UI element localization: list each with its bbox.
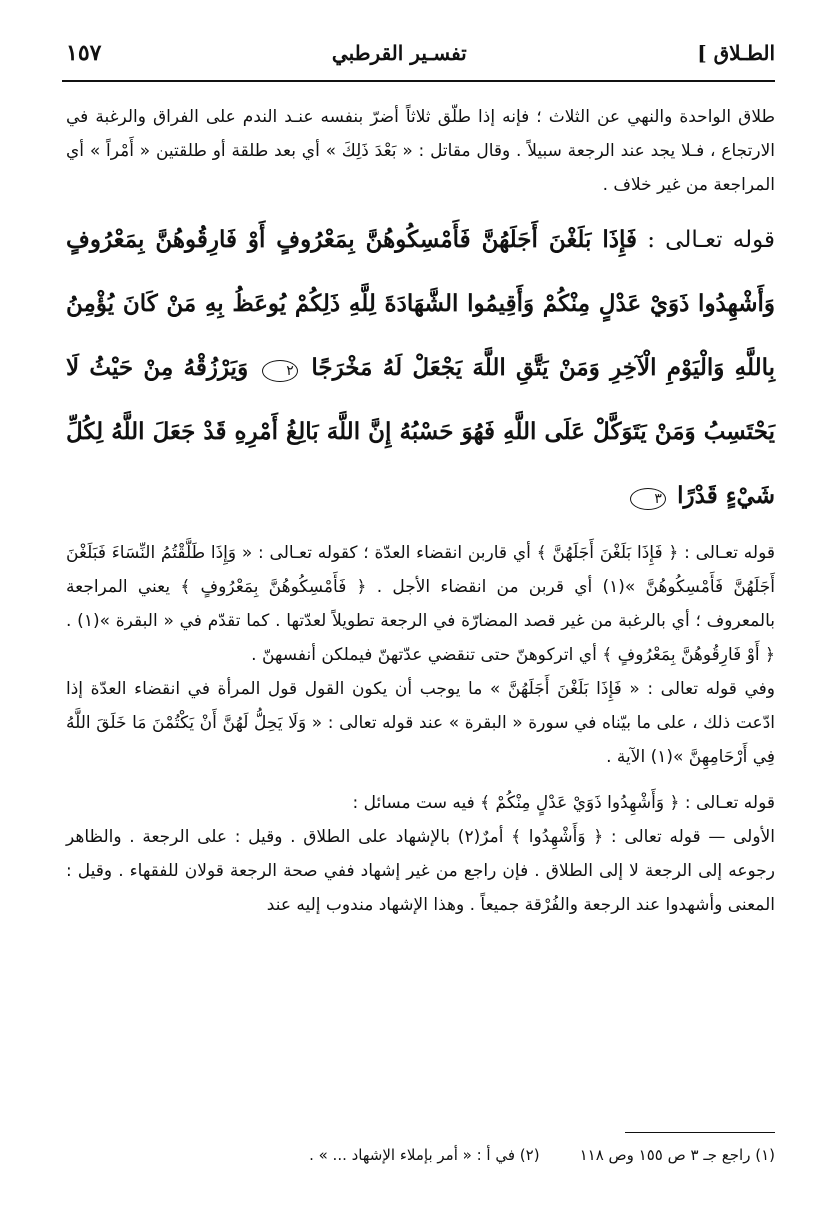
footnotes <box>66 1146 775 1164</box>
verse-number-marker-2: ٢ <box>262 360 298 382</box>
quran-verse-block <box>66 208 775 528</box>
paragraph-1: طلاق الواحدة والنهي عن الثلاث ؛ فإنه إذا طلّق ثلاثاً أضرّ بنفسه عنـد الندم على الفراق والرغبة في الارتجاع ، فـلا يجد عند الرجعة سبيلاً . وقال مقاتل : « بَعْدَ ذَلِكَ » أي بعد طلقة أو طلقتين « أَمْراً » أي المراجعة من غير خلاف . <box>66 107 775 195</box>
verse-text: فَإِذَا بَلَغْنَ أَجَلَهُنَّ فَأَمْسِكُوهُنَّ بِمَعْرُوفٍ أَوْ فَارِقُوهُنَّ بِمَعْرُوفٍ وَأَشْهِدُوا ذَوَيْ عَدْلٍ مِنْكُمْ وَأَقِيمُوا الشَّهَادَةَ لِلَّهِ ذَلِكُمْ يُوعَظُ بِهِ مَنْ كَانَ يُؤْمِنُ بِاللَّهِ وَالْيَوْمِ الْآخِرِ وَمَنْ يَتَّقِ اللَّهَ يَجْعَلْ لَهُ مَخْرَجًا <box>66 226 776 381</box>
verse-number-marker-3: ٣ <box>630 488 666 510</box>
header-divider <box>62 80 775 82</box>
book-title: تفسـير القرطبي <box>331 41 467 65</box>
footnote-2: (٢) في أ : « أمر بإملاء الإشهاد ... » . <box>309 1146 540 1164</box>
footnote-1: (١) راجع جـ ٣ ص ١٥٥ وص ١١٨ <box>579 1146 775 1164</box>
paragraph-4: قوله تعـالى : ﴿ وَأَشْهِدُوا ذَوَيْ عَدْلٍ مِنْكُمْ ﴾ فيه ست مسائل : <box>352 793 775 813</box>
footnote-divider <box>625 1132 775 1133</box>
page-number: ١٥٧ <box>66 40 102 66</box>
page-body <box>66 100 775 922</box>
paragraph-3: وفي قوله تعالى : « فَإِذَا بَلَغْنَ أَجَلَهُنَّ » ما يوجب أن يكون القول قول المرأة في انقضاء العدّة إذا ادّعت ذلك ، على ما بيّناه في سورة « البقرة » عند قوله تعالى : « وَلَا يَحِلُّ لَهُنَّ أَنْ يَكْتُمْنَ مَا خَلَقَ اللَّهُ فِي أَرْحَامِهِنَّ »(١) الآية . <box>66 679 775 767</box>
chapter-label: الطـلاق ] <box>697 41 775 65</box>
running-header <box>66 30 775 76</box>
paragraph-5: الأولى — قوله تعالى : ﴿ وَأَشْهِدُوا ﴾ أمرٌ(٢) بالإشهاد على الطلاق . وقيل : على الرجعة . والظاهر رجوعه إلى الرجعة لا إلى الطلاق . فإن راجع من غير إشهاد ففي صحة الرجعة قولان للفقهاء . وقيل : المعنى وأشهدوا عند الرجعة والفُرْقة جميعاً . وهذا الإشهاد مندوب إليه عند <box>66 827 775 915</box>
verse-text-continued: وَيَرْزُقْهُ مِنْ حَيْثُ لَا يَحْتَسِبُ وَمَنْ يَتَوَكَّلْ عَلَى اللَّهِ فَهُوَ حَسْبُهُ إِنَّ اللَّهَ بَالِغُ أَمْرِهِ قَدْ جَعَلَ اللَّهُ لِكُلِّ شَيْءٍ قَدْرًا <box>66 354 775 509</box>
paragraph-2: قوله تعـالى : ﴿ فَإِذَا بَلَغْنَ أَجَلَهُنَّ ﴾ أي قاربن انقضاء العدّة ؛ كقوله تعـالى : « وَإِذَا طَلَّقْتُمُ النِّسَاءَ فَبَلَغْنَ أَجَلَهُنَّ فَأَمْسِكُوهُنَّ »(١) أي قربن من انقضاء الأجل . ﴿ فَأَمْسِكُوهُنَّ بِمَعْرُوفٍ ﴾ يعني المراجعة بالمعروف ؛ أي بالرغبة من غير قصد المضارّة في الرجعة تطويلاً لعدّتها . كما تقدّم في « البقرة »(١) . ﴿ أَوْ فَارِقُوهُنَّ بِمَعْرُوفٍ ﴾ أي اتركوهنّ حتى تنقضي عدّتهنّ فيملكن أنفسهنّ . <box>66 543 775 665</box>
paragraph-spacer <box>66 774 775 786</box>
verse-intro: قوله تعـالى : <box>636 227 775 253</box>
